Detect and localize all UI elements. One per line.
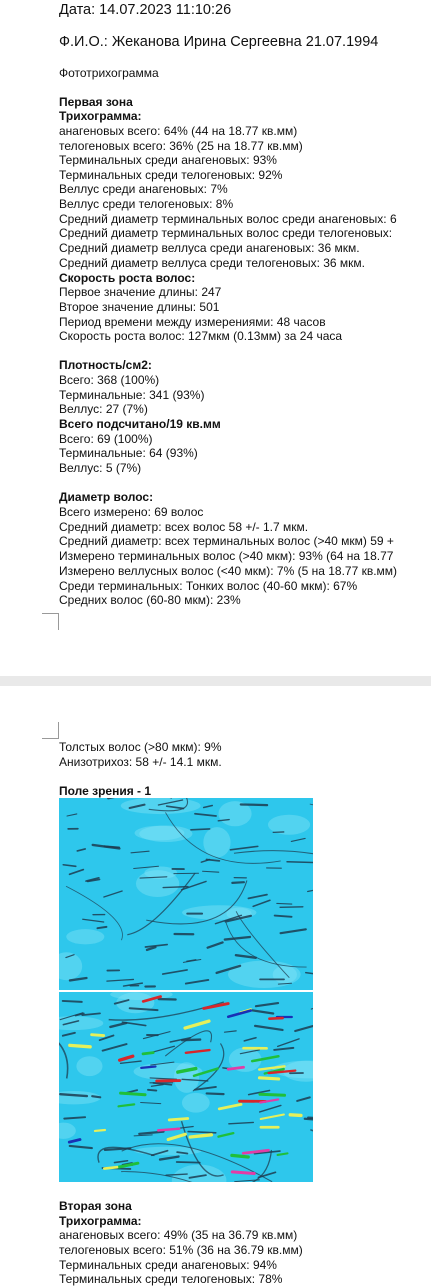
- zone2-trichogram-line: Терминальных среди телогеновых: 78%: [59, 1272, 282, 1286]
- hair-shaft: [232, 882, 244, 883]
- hair-measurement-mark: [95, 1130, 105, 1131]
- zone1-title: Первая зона: [59, 95, 133, 109]
- hair-shaft: [191, 829, 210, 830]
- density-line: Всего: 368 (100%): [59, 373, 159, 387]
- continued-line: Толстых волос (>80 мкм): 9%: [59, 740, 222, 754]
- density-line: Терминальные: 341 (93%): [59, 388, 204, 402]
- counted-line: Терминальные: 64 (93%): [59, 446, 198, 460]
- hair-shaft: [275, 916, 292, 917]
- photo-highlight: [121, 798, 201, 814]
- zone2-trichogram-title: Трихограмма:: [59, 1214, 142, 1228]
- diameter-line: Средних волос (60-80 мкм): 23%: [59, 593, 241, 607]
- diameter-line: Средний диаметр: всех терминальных волос (>40 мкм) 59 +: [59, 534, 394, 548]
- zone1-trichogram-line: Средний диаметр веллуса среди анагеновых: 36 мкм.: [59, 241, 360, 255]
- hair-measurement-mark: [169, 1118, 187, 1119]
- zone2-trichogram-line: Терминальных среди анагеновых: 94%: [59, 1258, 277, 1272]
- diameter-line: Измерено терминальных волос (>40 мкм): 93% (64 на 18.77: [59, 549, 393, 563]
- hair-shaft: [148, 1090, 156, 1091]
- photo-highlight: [76, 1056, 102, 1076]
- photo-highlight: [66, 929, 104, 944]
- document-page-2: [0, 686, 431, 1280]
- zone2-title: Вторая зона: [59, 1199, 132, 1213]
- zone2-trichogram-line: анагеновых всего: 49% (35 на 36.79 кв.мм): [59, 1228, 297, 1242]
- growth-line: Второе значение длины: 501: [59, 300, 219, 314]
- hair-shaft: [241, 804, 267, 805]
- diameter-line: Среди терминальных: Тонких волос (40-60 мкм): 67%: [59, 579, 357, 593]
- hair-shaft: [177, 1162, 200, 1163]
- hair-shaft: [163, 887, 188, 888]
- growth-line: Период времени между измерениями: 48 часов: [59, 315, 326, 329]
- photo-highlight: [228, 961, 301, 988]
- zone1-trichogram-line: анагеновых всего: 64% (44 на 18.77 кв.мм): [59, 124, 297, 138]
- hair-measurement-mark: [269, 1018, 282, 1019]
- counted-line: Всего: 69 (100%): [59, 432, 153, 446]
- density-line: Веллус: 27 (7%): [59, 402, 148, 416]
- hair-shaft: [277, 903, 292, 904]
- growth-line: Скорость роста волос: 127мкм (0.13мм) за 24 часа: [59, 329, 342, 343]
- density-title: Плотность/см2:: [59, 358, 152, 372]
- hair-shaft: [92, 1096, 100, 1097]
- growth-line: Первое значение длины: 247: [59, 285, 221, 299]
- date-line: Дата: 14.07.2023 11:10:26: [59, 2, 231, 18]
- zone1-trichogram-line: Веллус среди телогеновых: 8%: [59, 197, 233, 211]
- hair-shaft: [63, 1001, 82, 1002]
- page-margin-corner: [42, 722, 59, 739]
- trichoscopy-photo-image: [59, 798, 313, 990]
- continued-line: Анизотрихоз: 58 +/- 14.1 мкм.: [59, 755, 222, 769]
- zone1-trichogram-line: Веллус среди анагеновых: 7%: [59, 182, 228, 196]
- zone1-trichogram-line: Терминальных среди телогеновых: 92%: [59, 168, 282, 182]
- trichoscopy-photo: [59, 798, 313, 990]
- zone1-trichogram-line: Средний диаметр терминальных волос среди анагеновых: 6: [59, 212, 397, 226]
- doc-title: Фототрихограмма: [59, 66, 159, 80]
- diameter-line: Средний диаметр: всех волос 58 +/- 1.7 мкм.: [59, 520, 308, 534]
- hair-measurement-mark: [104, 1167, 117, 1168]
- growth-title: Скорость роста волос:: [59, 271, 195, 285]
- photo-highlight: [203, 827, 230, 857]
- page-separator: [0, 676, 431, 686]
- hair-measurement-mark: [232, 1172, 254, 1174]
- counted-title: Всего подсчитано/19 кв.мм: [59, 417, 221, 431]
- trichoscopy-annotated-photo: [59, 992, 313, 1182]
- page-margin-corner: [42, 613, 59, 630]
- hair-measurement-mark: [141, 1066, 155, 1067]
- hair-shaft: [182, 1040, 200, 1041]
- hair-measurement-mark: [190, 1135, 211, 1137]
- hair-shaft: [308, 1118, 313, 1119]
- field-of-view-title: Поле зрения - 1: [59, 784, 151, 798]
- zone1-trichogram-line: телогеновых всего: 36% (25 на 18.77 кв.мм): [59, 139, 303, 153]
- diameter-title: Диаметр волос:: [59, 490, 153, 504]
- photo-highlight: [134, 1063, 203, 1081]
- patient-line: Ф.И.О.: Жеканова Ирина Сергеевна 21.07.1994: [59, 34, 378, 50]
- hair-measurement-mark: [121, 1093, 145, 1095]
- hair-measurement-mark: [158, 1129, 179, 1131]
- hair-measurement-mark: [260, 1078, 279, 1079]
- zone2-trichogram-line: телогеновых всего: 51% (36 на 36.79 кв.мм): [59, 1243, 303, 1257]
- zone1-trichogram-line: Терминальных среди анагеновых: 93%: [59, 153, 277, 167]
- hair-measurement-mark: [92, 1035, 104, 1036]
- photo-highlight: [139, 825, 192, 841]
- hair-shaft: [97, 927, 106, 928]
- hair-measurement-mark: [70, 1045, 90, 1046]
- counted-line: Веллус: 5 (7%): [59, 461, 141, 475]
- hair-measurement-mark: [232, 1155, 248, 1157]
- diameter-line: Всего измерено: 69 волос: [59, 505, 203, 519]
- hair-measurement-mark: [143, 1053, 153, 1054]
- trichoscopy-annotated-image: [59, 992, 313, 1182]
- zone1-trichogram-title: Трихограмма:: [59, 109, 142, 123]
- hair-measurement-mark: [290, 1115, 301, 1116]
- hair-shaft: [207, 1093, 224, 1094]
- zone1-trichogram-line: Средний диаметр веллуса среди телогеновых: 36 мкм.: [59, 256, 365, 270]
- photo-highlight: [182, 1093, 210, 1113]
- diameter-line: Измерено веллусных волос (<40 мкм): 7% (5 на 18.77 кв.мм): [59, 564, 397, 578]
- hair-measurement-mark: [260, 1094, 285, 1095]
- hair-shaft: [287, 862, 313, 863]
- zone1-trichogram-line: Средний диаметр терминальных волос среди телогеновых:: [59, 226, 392, 240]
